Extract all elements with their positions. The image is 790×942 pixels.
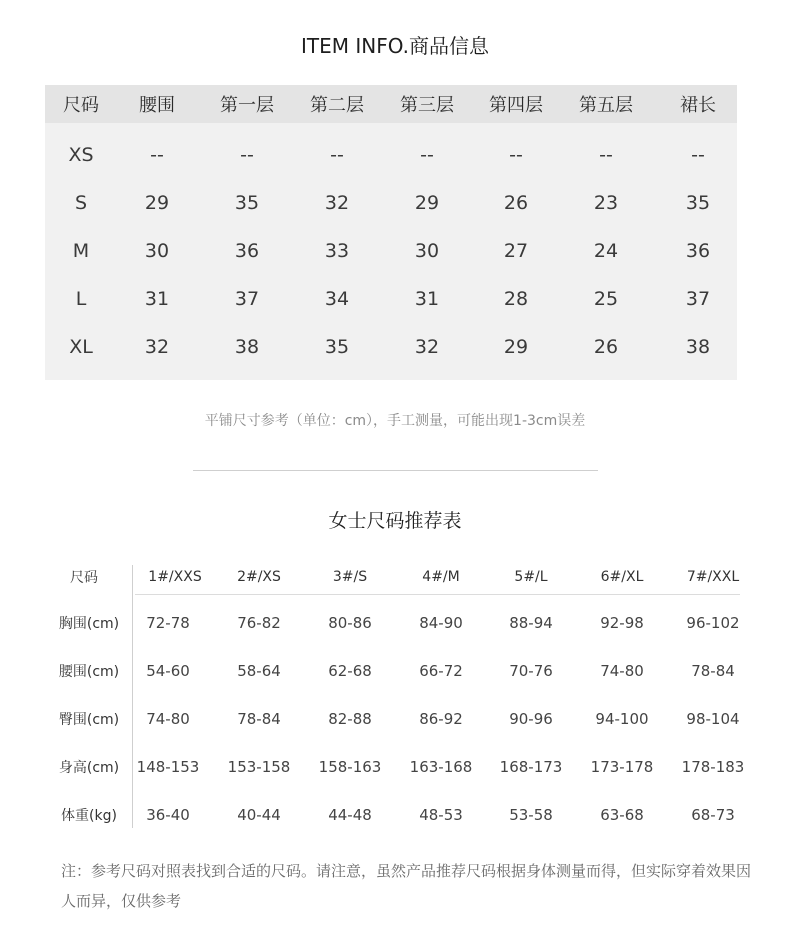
- size-chart-header-cell: 第二层: [310, 95, 364, 116]
- size-chart-cell: 23: [593, 192, 619, 214]
- size-chart-cell: 28: [503, 288, 529, 310]
- size-chart-table: [45, 85, 737, 380]
- recommend-row-label: 体重(kg): [61, 808, 117, 824]
- recommend-cell: 98-104: [686, 710, 740, 728]
- recommend-cell: 158-163: [318, 758, 382, 776]
- size-chart-header-cell: 裙长: [680, 95, 716, 116]
- recommend-row-label: 胸围(cm): [58, 616, 120, 632]
- size-chart-cell: 38: [234, 336, 260, 358]
- size-chart-cell: 30: [144, 240, 170, 262]
- recommend-cell: 173-178: [590, 758, 654, 776]
- recommend-vertical-rule: [132, 565, 133, 828]
- recommend-cell: 80-86: [328, 614, 372, 632]
- recommend-cell: 53-58: [509, 806, 553, 824]
- recommend-row-label: 身高(cm): [58, 760, 120, 776]
- recommend-cell: 74-80: [146, 710, 190, 728]
- size-chart-cell: 37: [234, 288, 260, 310]
- recommend-cell: 36-40: [146, 806, 190, 824]
- recommend-cell: 153-158: [227, 758, 291, 776]
- recommend-cell: 84-90: [419, 614, 463, 632]
- recommend-cell: 78-84: [237, 710, 281, 728]
- size-chart-cell: 35: [685, 192, 711, 214]
- size-label: S: [74, 192, 88, 214]
- section-divider: [193, 470, 598, 471]
- recommend-cell: 82-88: [328, 710, 372, 728]
- recommend-cell: 58-64: [237, 662, 281, 680]
- size-chart-cell: --: [420, 144, 434, 166]
- size-chart-cell: --: [509, 144, 523, 166]
- size-chart-cell: 29: [503, 336, 529, 358]
- size-chart-header-cell: 第三层: [400, 95, 454, 116]
- size-chart-cell: 29: [414, 192, 440, 214]
- recommend-cell: 54-60: [146, 662, 190, 680]
- size-chart-cell: 33: [324, 240, 350, 262]
- size-chart-cell: 32: [414, 336, 440, 358]
- recommend-cell: 92-98: [600, 614, 644, 632]
- recommend-cell: 72-78: [146, 614, 190, 632]
- size-label: M: [72, 240, 90, 262]
- recommend-cell: 78-84: [691, 662, 735, 680]
- recommend-row-label: 腰围(cm): [58, 664, 120, 680]
- recommend-cell: 163-168: [409, 758, 473, 776]
- size-chart-cell: --: [691, 144, 705, 166]
- recommend-title: 女士尺码推荐表: [328, 510, 462, 532]
- recommend-note: 注：参考尺码对照表找到合适的尺码。请注意，虽然产品推荐尺码根据身体测量而得，但实际穿着效果因人而异，仅供参考: [61, 862, 752, 910]
- size-chart-cell: 34: [324, 288, 350, 310]
- size-chart-cell: 32: [324, 192, 350, 214]
- size-chart-cell: --: [599, 144, 613, 166]
- size-chart-cell: 29: [144, 192, 170, 214]
- recommend-cell: 88-94: [509, 614, 553, 632]
- size-chart-cell: 35: [234, 192, 260, 214]
- size-chart-cell: 25: [593, 288, 619, 310]
- recommend-header-cell: 2#/XS: [237, 569, 281, 585]
- recommend-cell: 68-73: [691, 806, 735, 824]
- size-chart-cell: 36: [234, 240, 260, 262]
- measurement-note: 平铺尺寸参考（单位：cm），手工测量，可能出现1-3cm误差: [204, 413, 586, 429]
- size-chart-cell: 32: [144, 336, 170, 358]
- recommend-cell: 96-102: [686, 614, 740, 632]
- size-chart-cell: 24: [593, 240, 619, 262]
- recommend-row-label: 臀围(cm): [58, 712, 120, 728]
- recommend-cell: 90-96: [509, 710, 553, 728]
- recommend-header-rule: [135, 594, 740, 595]
- size-chart-cell: 37: [685, 288, 711, 310]
- size-chart-cell: --: [330, 144, 344, 166]
- recommend-cell: 70-76: [509, 662, 553, 680]
- size-label: L: [75, 288, 87, 310]
- recommend-cell: 48-53: [419, 806, 463, 824]
- size-chart-cell: 26: [503, 192, 529, 214]
- recommend-corner-header: 尺码: [70, 570, 98, 586]
- recommend-cell: 148-153: [136, 758, 200, 776]
- recommend-header-cell: 4#/M: [422, 569, 460, 585]
- recommend-cell: 63-68: [600, 806, 644, 824]
- recommend-cell: 44-48: [328, 806, 372, 824]
- size-chart-cell: 36: [685, 240, 711, 262]
- recommend-header-cell: 7#/XXL: [686, 569, 740, 585]
- recommend-cell: 74-80: [600, 662, 644, 680]
- recommend-cell: 62-68: [328, 662, 372, 680]
- size-chart-cell: --: [240, 144, 254, 166]
- recommend-cell: 94-100: [595, 710, 649, 728]
- recommend-cell: 40-44: [237, 806, 281, 824]
- size-chart-header-cell: 尺码: [63, 95, 99, 116]
- size-chart-cell: 35: [324, 336, 350, 358]
- size-chart-header-cell: 腰围: [139, 95, 175, 116]
- recommend-header-cell: 6#/XL: [600, 569, 644, 585]
- size-chart-cell: 30: [414, 240, 440, 262]
- recommend-cell: 76-82: [237, 614, 281, 632]
- recommend-cell: 86-92: [419, 710, 463, 728]
- size-chart-header-cell: 第一层: [220, 95, 274, 116]
- size-chart-cell: --: [150, 144, 164, 166]
- recommend-cell: 168-173: [499, 758, 563, 776]
- recommend-cell: 66-72: [419, 662, 463, 680]
- recommend-header-cell: 3#/S: [332, 569, 368, 585]
- recommend-cell: 178-183: [681, 758, 745, 776]
- size-chart-cell: 31: [144, 288, 170, 310]
- size-chart-cell: 38: [685, 336, 711, 358]
- size-chart-header-cell: 第五层: [579, 95, 633, 116]
- size-label: XS: [68, 144, 94, 166]
- size-chart-cell: 31: [414, 288, 440, 310]
- recommend-header-cell: 1#/XXS: [148, 569, 202, 585]
- size-label: XL: [69, 336, 93, 358]
- size-chart-cell: 27: [503, 240, 529, 262]
- item-info-title: ITEM INFO.商品信息: [300, 34, 490, 58]
- size-chart-header-cell: 第四层: [489, 95, 543, 116]
- recommend-header-cell: 5#/L: [514, 569, 548, 585]
- size-chart-cell: 26: [593, 336, 619, 358]
